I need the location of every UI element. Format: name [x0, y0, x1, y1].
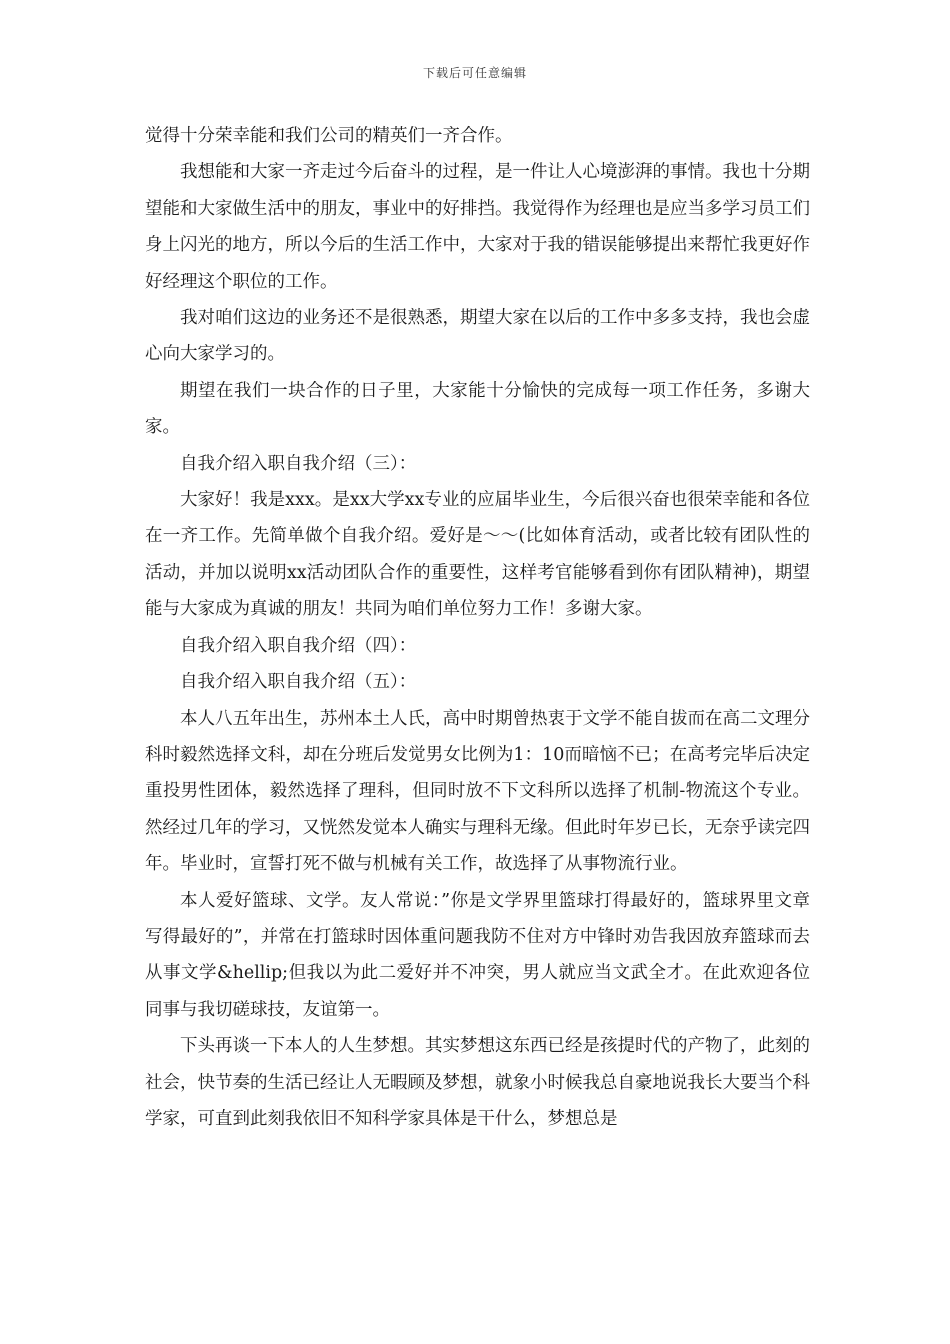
section-heading: 自我介绍入职自我介绍（三）：: [180, 453, 417, 474]
paragraph: 我对咱们这边的业务还不是很熟悉，期望大家在以后的工作中多多支持，我也会虚心向大家学习的。: [145, 308, 810, 365]
page-header: 下载后可任意编辑: [422, 66, 527, 80]
paragraph: 大家好！我是xxx。是xx大学xx专业的应届毕业生，今后很兴奋也很荣幸能和各位在一齐工作。先简单做个自我介绍。爱好是～～(比如体育活动，或者比较有团队性的活动，并加以说明xx活动团队合作的重要性，这样考官能够看到你有团队精神)，期望能与大家成为真诚的朋友！共同为咱们单位努力工作！多谢大家。: [145, 490, 810, 620]
paragraph: 本人八五年出生，苏州本土人氏，高中时期曾热衷于文学不能自拔而在高二文理分科时毅然选择文科，却在分班后发觉男女比例为1：10而暗恼不已；在高考完毕后决定重投男性团体，毅然选择了理科，但同时放不下文科所以选择了机制-物流这个专业。然经过几年的学习，又恍然发觉本人确实与理科无缘。但此时年岁已长，无奈乎读完四年。毕业时，宣誓打死不做与机械有关工作，故选择了从事物流行业。: [145, 708, 810, 875]
section-heading: 自我介绍入职自我介绍（四）：: [180, 635, 417, 656]
paragraph: 觉得十分荣幸能和我们公司的精英们一齐合作。: [145, 126, 513, 146]
paragraph: 我想能和大家一齐走过今后奋斗的过程，是一件让人心境澎湃的事情。我也十分期望能和大家做生活中的朋友，事业中的好排挡。我觉得作为经理也是应当多学习员工们身上闪光的地方，所以今后的生活工作中，大家对于我的错误能够提出来帮忙我更好作好经理这个职位的工作。: [145, 162, 810, 292]
paragraph: 期望在我们一块合作的日子里，大家能十分愉快的完成每一项工作任务，多谢大家。: [145, 380, 810, 438]
paragraph: 本人爱好篮球、文学。友人常说：”你是文学界里篮球打得最好的，篮球界里文章写得最好的”，并常在打篮球时因体重问题我防不住对方中锋时劝告我因放弃篮球而去从事文学&hellip;但我以为此二爱好并不冲突，男人就应当文武全才。在此欢迎各位同事与我切磋球技，友谊第一。: [145, 890, 810, 1020]
paragraph: 下头再谈一下本人的人生梦想。其实梦想这东西已经是孩提时代的产物了，此刻的社会，快节奏的生活已经让人无暇顾及梦想，就象小时候我总自豪地说我长大要当个科学家，可直到此刻我依旧不知科学家具体是干什么，梦想总是: [145, 1036, 810, 1129]
document-body: [145, 118, 810, 1137]
section-heading: 自我介绍入职自我介绍（五）：: [180, 672, 417, 693]
